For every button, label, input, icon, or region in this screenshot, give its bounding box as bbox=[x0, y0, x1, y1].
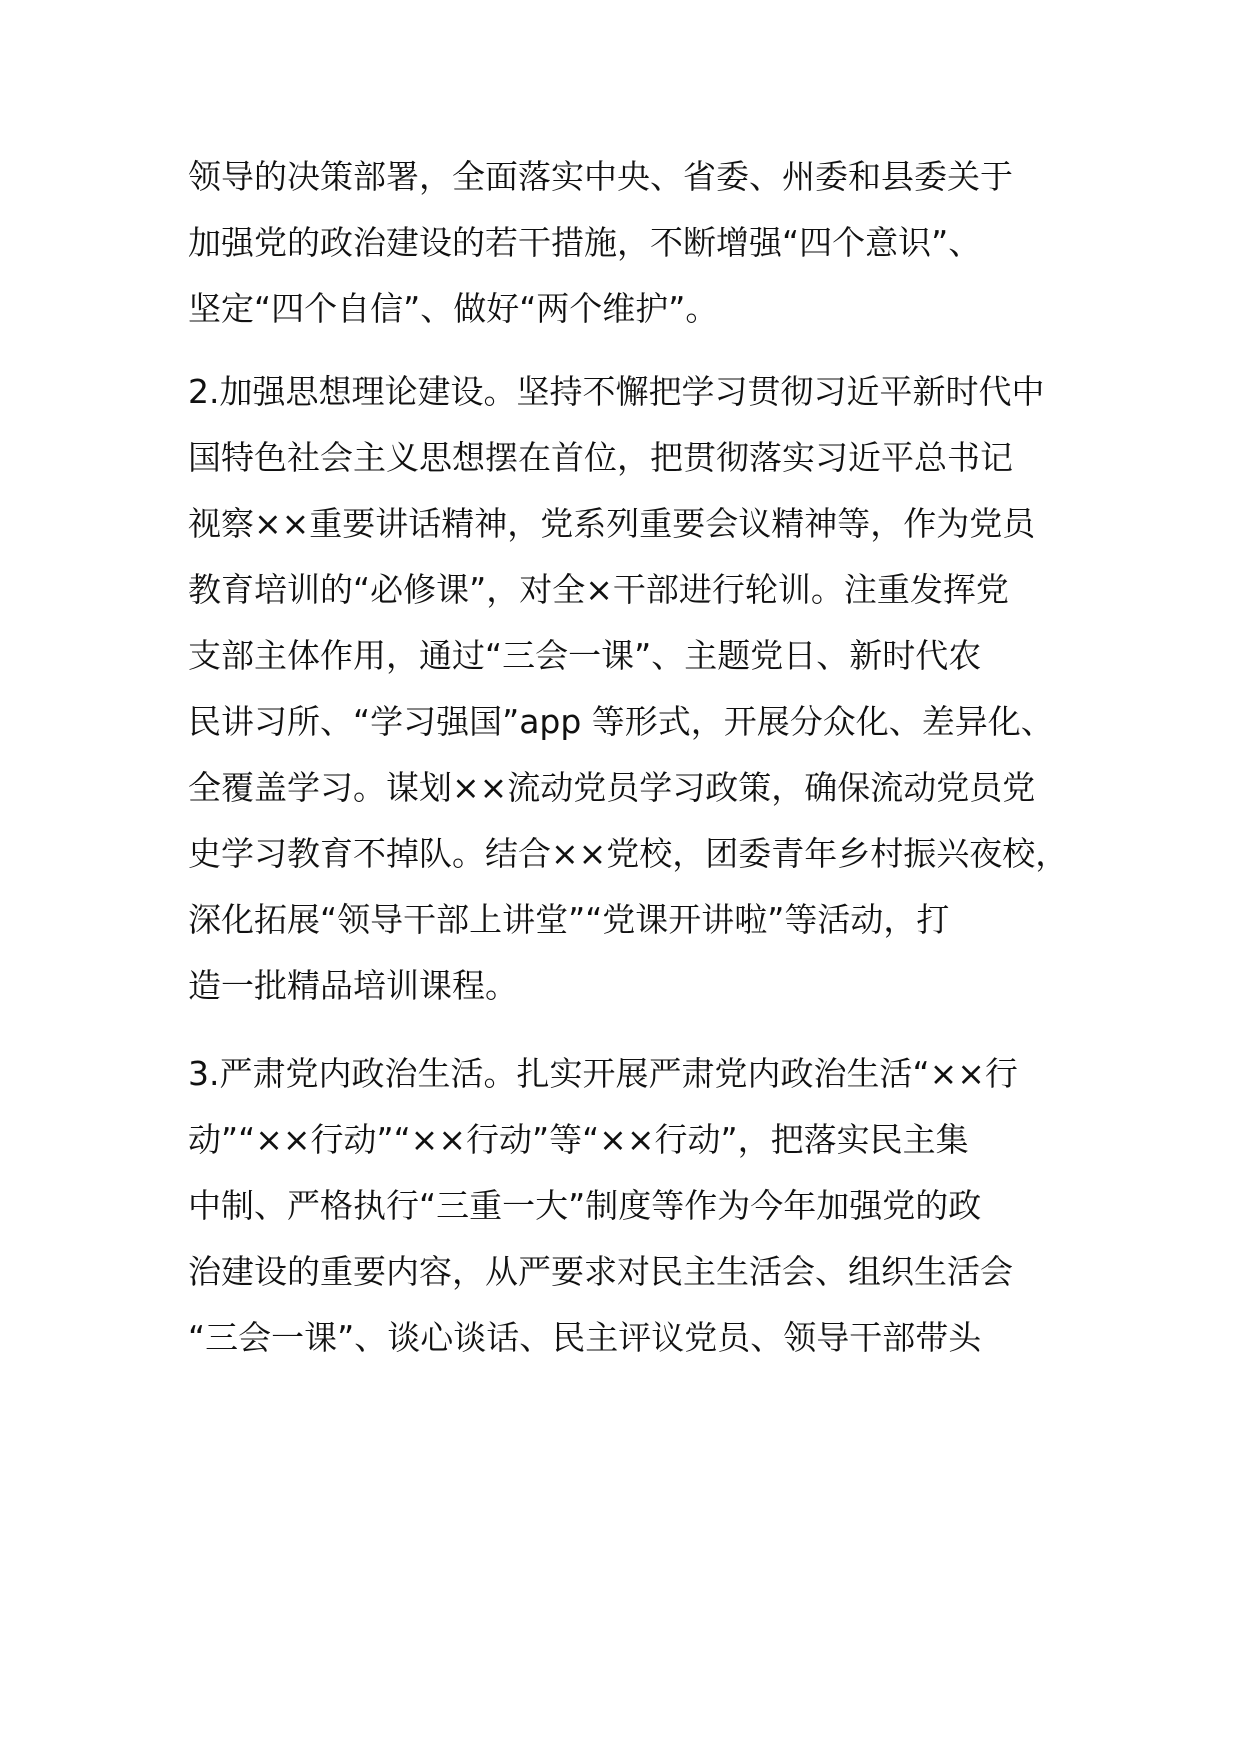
text-line: 加强党的政治建设的若干措施，不断增强“四个意识”、 bbox=[188, 223, 982, 262]
text-line: 视察××重要讲话精神，党系列重要会议精神等，作为党员 bbox=[188, 504, 1036, 543]
text-line: 史学习教育不掉队。结合××党校，团委青年乡村振兴夜校， bbox=[188, 834, 1069, 873]
text-line: 动”“××行动”“××行动”等“××行动”，把落实民主集 bbox=[188, 1120, 969, 1159]
text-line: 3.严肃党内政治生活。扎实开展严肃党内政治生活“××行 bbox=[188, 1054, 1018, 1093]
text-line: 2.加强思想理论建设。坚持不懈把学习贯彻习近平新时代中 bbox=[188, 372, 1045, 411]
text-line: 深化拓展“领导干部上讲堂”“党课开讲啦”等活动，打 bbox=[188, 900, 950, 939]
text-line: 领导的决策部署，全面落实中央、省委、州委和县委关于 bbox=[188, 157, 1013, 196]
text-line: 治建设的重要内容，从严要求对民主生活会、组织生活会 bbox=[188, 1252, 1013, 1291]
text-line: “三会一课”、谈心谈话、民主评议党员、领导干部带头 bbox=[188, 1318, 982, 1357]
text-line: 坚定“四个自信”、做好“两个维护”。 bbox=[188, 289, 719, 328]
text-line: 支部主体作用，通过“三会一课”、主题党日、新时代农 bbox=[188, 636, 982, 675]
text-line: 全覆盖学习。谋划××流动党员学习政策，确保流动党员党 bbox=[188, 768, 1036, 807]
text-line: 造一批精品培训课程。 bbox=[188, 966, 518, 1005]
text-line: 教育培训的“必修课”，对全×干部进行轮训。注重发挥党 bbox=[188, 570, 1009, 609]
text-line: 中制、严格执行“三重一大”制度等作为今年加强党的政 bbox=[188, 1186, 982, 1225]
text-line: 国特色社会主义思想摆在首位，把贯彻落实习近平总书记 bbox=[188, 438, 1013, 477]
text-line: 民讲习所、“学习强国”app 等形式，开展分众化、差异化、 bbox=[188, 702, 1054, 741]
